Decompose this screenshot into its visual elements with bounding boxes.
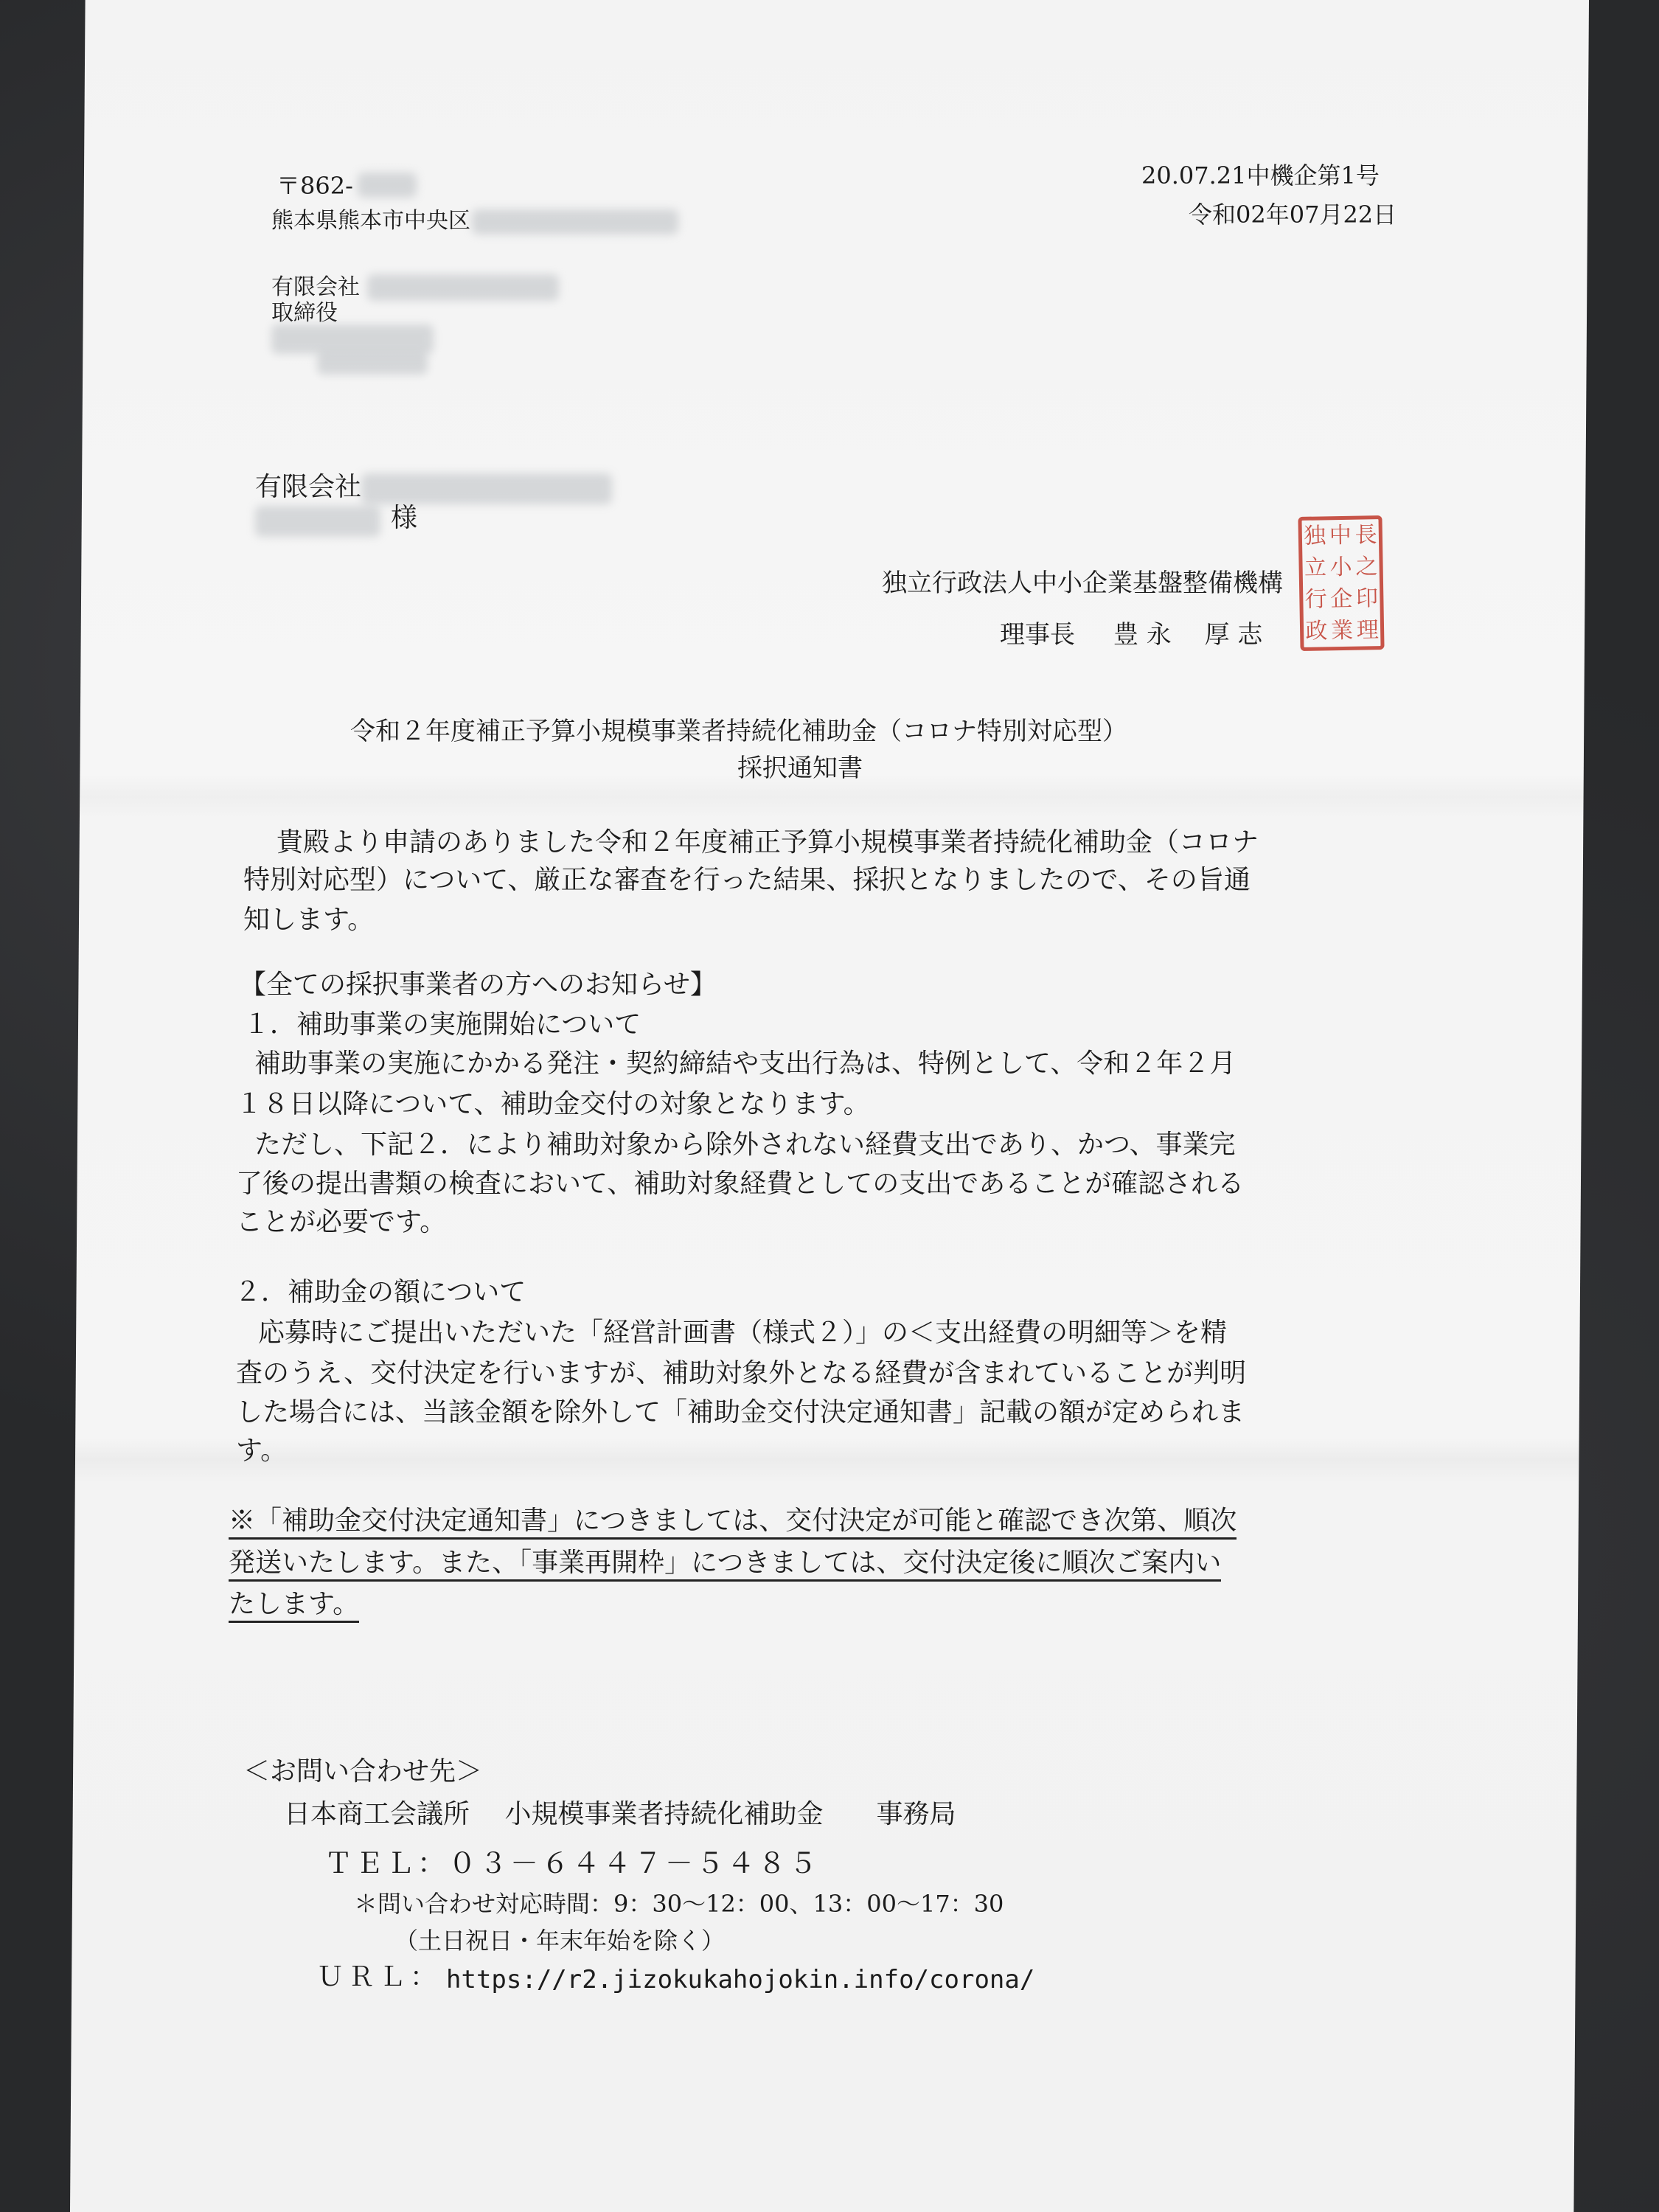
sender-name: 豊 永 厚 志: [1113, 620, 1263, 650]
addressee-company-type: 有限会社: [255, 472, 362, 502]
sender-role: 理事長: [1000, 620, 1075, 650]
section-2-line: 応募時にご提出いただいた「経営計画書（様式２）」の＜支出経費の明細等＞を精: [258, 1318, 1228, 1348]
document-subtitle: 採択通知書: [737, 754, 863, 783]
redacted-address: [472, 209, 678, 234]
contact-organization: 日本商工会議所 小規模事業者持続化補助金 事務局: [284, 1799, 956, 1829]
contact-url[interactable]: https://r2.jizokukahojokin.info/corona/: [446, 1965, 1035, 1994]
redacted-postal: [358, 173, 417, 198]
document-title: 令和２年度補正予算小規模事業者持続化補助金（コロナ特別対応型）: [350, 717, 1127, 746]
seal-char: 独: [1303, 522, 1326, 549]
seal-char: 之: [1354, 553, 1378, 580]
seal-char: 立: [1304, 554, 1327, 581]
company-type-header: 有限会社: [271, 274, 360, 300]
seal-char: 印: [1355, 585, 1379, 612]
section-1-line: 補助事業の実施にかかる発注・契約締結や支出行為は、特例として、令和２年２月: [254, 1048, 1237, 1079]
redacted-name-reading: [317, 352, 428, 375]
seal-char: 中: [1329, 522, 1352, 549]
section-2-line: す。: [236, 1436, 288, 1466]
redacted-name: [271, 324, 434, 354]
section-2-heading: ２．補助金の額について: [234, 1277, 526, 1307]
contact-hours: ＊問い合わせ対応時間：9：30～12：00、13：00～17：30: [354, 1890, 1004, 1918]
contact-url-label: ＵＲＬ：: [317, 1962, 442, 1992]
contact-hours-note: （土日祝日・年末年始を除く）: [394, 1927, 726, 1955]
address-text: 熊本県熊本市中央区: [271, 208, 470, 234]
addressee-honorific: 様: [391, 503, 418, 533]
section-2-line: した場合には、当該金額を除外して「補助金交付決定通知書」記載の額が定められま: [236, 1397, 1245, 1427]
section-1-line: ただし、下記２．により補助対象から除外されない経費支出であり、かつ、事業完: [254, 1130, 1236, 1160]
note-line: 発送いたします。また、「事業再開枠」につきましては、交付決定後に順次ご案内い: [229, 1550, 1221, 1582]
section-2-line: 査のうえ、交付決定を行いますが、補助対象外となる経費が含まれていることが判明: [236, 1358, 1247, 1388]
seal-char: 長: [1354, 521, 1377, 549]
note-line: たします。: [229, 1591, 359, 1623]
official-seal: [1298, 515, 1384, 651]
notice-heading: 【全ての採択事業者の方へのお知らせ】: [240, 970, 717, 1000]
intro-line: 貴殿より申請のありました令和２年度補正予算小規模事業者持続化補助金（コロナ: [276, 827, 1259, 858]
issue-date: 令和02年07月22日: [1189, 201, 1397, 229]
role-title: 取締役: [271, 300, 338, 326]
redacted-company: [367, 274, 559, 301]
contact-phone: ＴＥＬ：０３－６４４７－５４８５: [324, 1847, 821, 1879]
section-1-line: 了後の提出書類の検査において、補助対象経費としての支出であることが確認される: [236, 1169, 1245, 1199]
section-1-line: ことが必要です。: [236, 1207, 447, 1237]
note-line: ※「補助金交付決定通知書」につきましては、交付決定が可能と確認でき次第、順次: [229, 1508, 1237, 1540]
sender-organization: 独立行政法人中小企業基盤整備機構: [882, 568, 1283, 598]
seal-char: 企: [1330, 585, 1353, 612]
section-1-line: １８日以降について、補助金交付の対象となります。: [236, 1089, 870, 1119]
redacted-addressee-company: [361, 473, 612, 504]
contact-heading: ＜お問い合わせ先＞: [243, 1756, 483, 1787]
document-number: 20.07.21中機企第1号: [1141, 161, 1380, 189]
seal-char: 政: [1305, 617, 1328, 644]
seal-char: 小: [1329, 554, 1352, 580]
section-1-heading: １．補助事業の実施開始について: [243, 1009, 641, 1040]
seal-char: 行: [1304, 585, 1328, 613]
seal-char: 理: [1356, 616, 1380, 644]
seal-char: 業: [1330, 617, 1354, 644]
redacted-addressee-name: [255, 506, 380, 537]
intro-line: 特別対応型）について、厳正な審査を行った結果、採択となりましたので、その旨通: [243, 865, 1251, 895]
postal-code: 〒862-: [276, 172, 353, 200]
intro-line: 知します。: [243, 905, 375, 935]
